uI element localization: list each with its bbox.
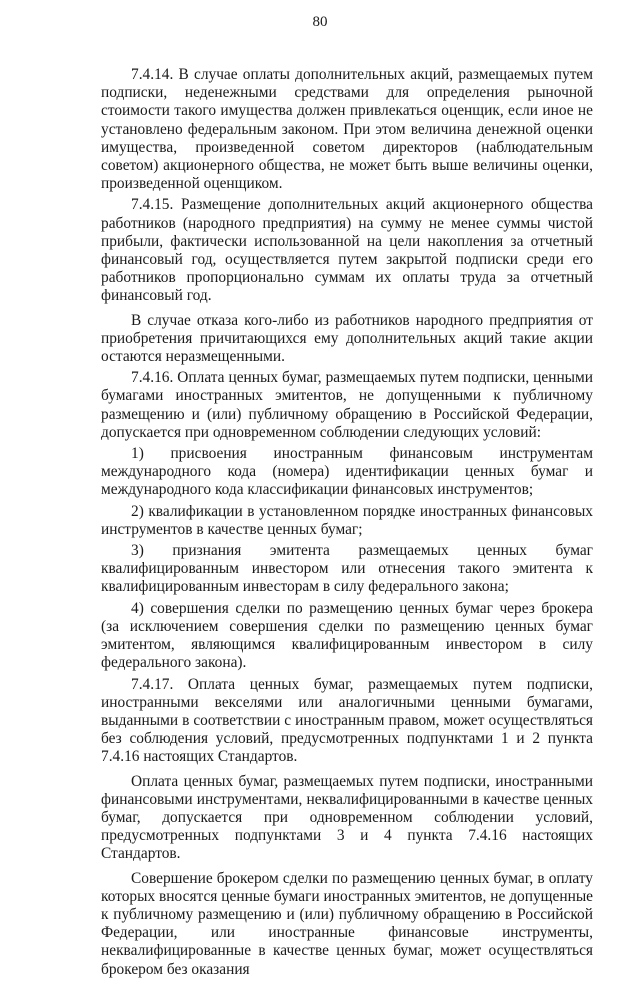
paragraph-7-4-16: 7.4.16. Оплата ценных бумаг, размещаемых путем подписки, ценными бумагами иностранных эмитентов, не допущенными к публичному размещению и (или) публичному обращению в Российской Федерации, допускается при одновременном соблюдении следующих условий:: [101, 369, 593, 441]
list-item-condition-1: 1) присвоения иностранным финансовым инструментам международного кода (номера) идентификации ценных бумаг и международного кода классификации финансовых инструментов;: [101, 445, 593, 499]
document-body: [101, 66, 593, 982]
paragraph-broker: Совершение брокером сделки по размещению ценных бумаг, в оплату которых вносятся ценные бумаги иностранных эмитентов, не допущенные к публичному размещению и (или) публичному обращению в Российской Федерации, или иностранные финансовые инструменты, неквалифицированные в качестве ценных бумаг, может осуществляться брокером без оказания: [101, 869, 593, 978]
page-number: 80: [312, 14, 328, 30]
list-item-condition-4: 4) совершения сделки по размещению ценных бумаг через брокера (за исключением совершения сделки по размещению ценных бумаг эмитентом, являющимся квалифицированным инвестором в силу федерального закона).: [101, 599, 593, 672]
paragraph-7-4-17: 7.4.17. Оплата ценных бумаг, размещаемых путем подписки, иностранными векселями или аналогичными ценными бумагами, выданными в соответствии с иностранным правом, может осуществляться без соблюдения условий, предусмотренных подпунктами 1 и 2 пункта 7.4.16 настоящих Стандартов.: [101, 675, 593, 766]
paragraph-7-4-15: 7.4.15. Размещение дополнительных акций акционерного общества работников (народного предприятия) на сумму не менее суммы чистой прибыли, фактически использованной на цели накопления за отчетный финансовый год, осуществляется путем закрытой подписки среди его работников пропорционально суммам их оплаты труда за отчетный финансовый год.: [101, 196, 593, 305]
list-item-condition-3: 3) признания эмитента размещаемых ценных бумаг квалифицированным инвестором или отнесения такого эмитента к квалифицированным инвесторам в силу федерального закона;: [101, 542, 593, 596]
paragraph-7-4-14: 7.4.14. В случае оплаты дополнительных акций, размещаемых путем подписки, неденежными средствами для определения рыночной стоимости такого имущества должен привлекаться оценщик, если иное не установлено федеральным законом. При этом величина денежной оценки имущества, произведенной советом директоров (наблюдательным советом) акционерного общества, не может быть выше величины оценки, произведенной оценщиком.: [101, 66, 593, 193]
paragraph-refusal: В случае отказа кого-либо из работников народного предприятия от приобретения причитающихся ему дополнительных акций такие акции остаются неразмещенными.: [101, 311, 593, 366]
paragraph-foreign-instruments: Оплата ценных бумаг, размещаемых путем подписки, иностранными финансовыми инструментами, неквалифицированными в качестве ценных бумаг, допускается при одновременном соблюдении условий, предусмотренных подпунктами 3 и 4 пункта 7.4.16 настоящих Стандартов.: [101, 772, 593, 863]
list-item-condition-2: 2) квалификации в установленном порядке иностранных финансовых инструментов в качестве ценных бумаг;: [101, 502, 593, 538]
